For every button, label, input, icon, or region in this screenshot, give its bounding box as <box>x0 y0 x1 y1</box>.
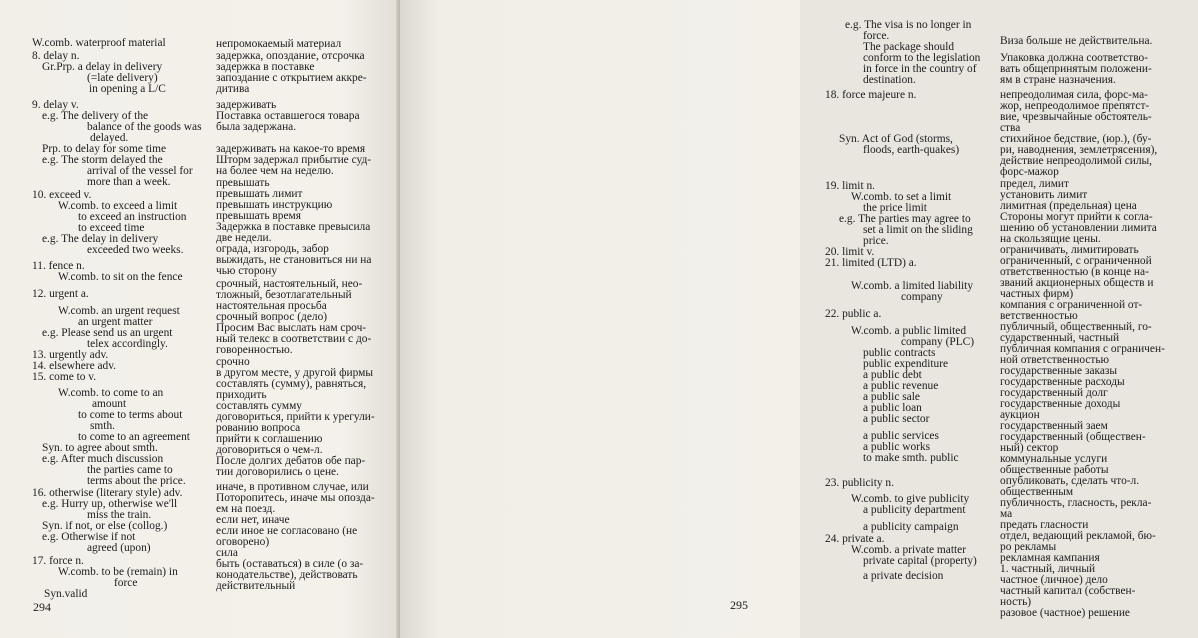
entry-line: e.g. Otherwise if not <box>42 531 136 543</box>
entry-line: W.comb. a limited liability <box>851 280 974 292</box>
entry-line: задерживать на какое-то время <box>216 143 366 155</box>
entry-line: на более чем на неделю. <box>216 165 334 177</box>
entry-line: вие, чрезвычайные обстоятель- <box>1000 111 1152 123</box>
entry-line: destination. <box>863 74 916 86</box>
entry-line: сударственный, частный <box>1000 332 1120 344</box>
entry-line: ства <box>1000 122 1021 134</box>
entry-line: the price limit <box>863 202 927 214</box>
entry-line: опубликовать, сделать что-л. <box>1000 475 1140 487</box>
entry-line: ограничивать, лимитировать <box>1000 244 1139 256</box>
entry-line: говоренностью. <box>216 344 293 356</box>
entry-line: государственный (обществен- <box>1000 431 1146 443</box>
entry-line: force <box>114 577 138 589</box>
entry-line: ро рекламы <box>1000 541 1057 553</box>
entry-line: коммунальные услуги <box>1000 453 1108 465</box>
entry-line: отдел, ведающий рекламой, бю- <box>1000 530 1156 542</box>
entry-line: a public services <box>863 430 939 442</box>
entry-line: задержка в поставке <box>216 61 315 73</box>
entry-line: ной ответственностью <box>1000 354 1110 366</box>
entry-line: две недели. <box>216 232 272 244</box>
entry-line: государственные заказы <box>1000 365 1118 377</box>
entry-line: more than a week. <box>87 176 171 188</box>
entry-line: срочный вопрос (дело) <box>216 311 328 323</box>
entry-line: Стороны могут прийти к согла- <box>1000 211 1153 223</box>
entry-line: тложный, безотлагательный <box>216 289 352 301</box>
entry-line: The package should <box>863 41 955 53</box>
entry-line: amount <box>92 398 127 410</box>
entry-line: 15. come to v. <box>32 371 97 383</box>
entry-line: Упаковка должна соответство- <box>1000 52 1148 64</box>
entry-line: прийти к соглашению <box>216 433 323 445</box>
entry-line: на скользящие цены. <box>1000 233 1101 245</box>
entry-line: ем на поезд. <box>216 503 276 515</box>
entry-line: жор, непреодолимое препятст- <box>1000 100 1150 112</box>
entry-line: установить лимит <box>1000 189 1088 201</box>
entry-line: тии договорились о цене. <box>216 466 339 478</box>
entry-line: превышать время <box>216 210 302 222</box>
entry-line: e.g. Please send us an urgent <box>42 327 173 339</box>
entry-line: превышать лимит <box>216 188 303 200</box>
left-page <box>0 0 400 638</box>
entry-line: e.g. The delivery of the <box>42 110 149 122</box>
entry-line: a publicity campaign <box>863 521 959 533</box>
entry-line: public expenditure <box>863 358 949 370</box>
entry-line: частных фирм) <box>1000 288 1074 300</box>
entry-line: a private decision <box>863 570 944 582</box>
entry-line: предать гласности <box>1000 519 1089 531</box>
entry-line: дитива <box>216 83 250 95</box>
entry-line: непреодолимая сила, форс-ма- <box>1000 89 1148 101</box>
entry-line: государственные расходы <box>1000 376 1125 388</box>
entry-line: задержка, опоздание, отсрочка <box>216 50 365 62</box>
entry-line: действительный <box>216 580 296 592</box>
entry-line: ветственностью <box>1000 310 1078 322</box>
entry-line: общественные работы <box>1000 464 1109 476</box>
entry-line: Syn. to agree about smth. <box>42 442 158 454</box>
entry-line: e.g. After much discussion <box>42 453 164 465</box>
entry-line: telex accordingly. <box>87 338 168 350</box>
entry-line: превышать инструкцию <box>216 199 333 211</box>
entry-line: 19. limit n. <box>825 180 875 192</box>
entry-line: срочно <box>216 356 250 368</box>
entry-line: e.g. The visa is no longer in <box>845 19 972 31</box>
entry-line: 14. elsewhere adv. <box>32 360 117 372</box>
entry-line: in force in the country of <box>863 63 977 75</box>
entry-line: ность) <box>1000 596 1032 608</box>
entry-line: agreed (upon) <box>87 542 151 554</box>
entry-line: оговорено) <box>216 536 270 548</box>
entry-line: company <box>901 291 943 303</box>
entry-line: вать общепринятым положени- <box>1000 63 1152 75</box>
entry-line: a public works <box>863 441 931 453</box>
entry-line: приходить <box>216 389 267 401</box>
entry-line: чью сторону <box>216 265 278 277</box>
entry-line: настоятельная просьба <box>216 300 327 312</box>
entry-line: to exceed time <box>78 222 145 234</box>
entry-line: smth. <box>90 420 116 432</box>
entry-line: запоздание с открытием аккре- <box>216 72 367 84</box>
entry-line: частное (личное) дело <box>1000 574 1108 586</box>
entry-line: конодательстве), действовать <box>216 569 358 581</box>
entry-line: Задержка в поставке превысила <box>216 221 371 233</box>
entry-line: e.g. The parties may agree to <box>839 213 971 225</box>
entry-line: e.g. The storm delayed the <box>42 154 163 166</box>
entry-line: Syn. if not, or else (collog.) <box>42 520 168 532</box>
entry-line: была задержана. <box>216 121 297 133</box>
entry-line: ограда, изгородь, забор <box>216 243 329 255</box>
entry-line: floods, earth-quakes) <box>863 144 960 156</box>
entry-line: общественным <box>1000 486 1074 498</box>
entry-line: разовое (частное) решение <box>1000 607 1130 619</box>
entry-line: delayed. <box>90 132 129 144</box>
entry-line: to come to terms about <box>78 409 183 421</box>
entry-line: 12. urgent a. <box>32 288 89 300</box>
entry-line: a public loan <box>863 402 922 414</box>
entry-line: 21. limited (LTD) a. <box>825 257 917 269</box>
entry-line: a public debt <box>863 369 922 381</box>
entry-line: private capital (property) <box>863 555 977 567</box>
entry-line: 16. otherwise (literary style) adv. <box>32 487 183 499</box>
entry-line: W.comb. to set a limit <box>851 191 952 203</box>
entry-line: 11. fence n. <box>32 260 85 272</box>
entry-line: 22. public a. <box>825 308 882 320</box>
entry-line: аукцион <box>1000 409 1040 421</box>
entry-line: предел, лимит <box>1000 178 1069 190</box>
entry-line: договориться, прийти к урегули- <box>216 411 375 423</box>
entry-line: После долгих дебатов обе пар- <box>216 455 366 467</box>
entry-line: в другом месте, у другой фирмы <box>216 367 373 379</box>
entry-line: company (PLC) <box>901 336 975 348</box>
entry-line: Syn. Act of God (storms, <box>839 133 953 145</box>
entry-line: 10. exceed v. <box>32 189 92 201</box>
entry-line: a public sector <box>863 413 930 425</box>
entry-line: W.comb. to exceed a limit <box>58 200 178 212</box>
entry-line: выжидать, не становиться ни на <box>216 254 372 266</box>
entry-line: W.comb. an urgent request <box>58 305 180 317</box>
entry-line: a public sale <box>863 391 920 403</box>
entry-line: W.comb. a public limited <box>851 325 967 337</box>
entry-line: публичная компания с ограничен- <box>1000 343 1165 355</box>
entry-line: Поторопитесь, иначе мы опозда- <box>216 492 375 504</box>
entry-line: W.comb. to come to an <box>58 387 164 399</box>
entry-line: miss the train. <box>87 509 152 521</box>
entry-line: превышать <box>216 177 270 189</box>
entry-line: действие непреодолимой силы, <box>1000 155 1153 167</box>
entry-line: balance of the goods was <box>87 121 202 133</box>
entry-line: e.g. Hurry up, otherwise we'll <box>42 498 178 510</box>
entry-line: 17. force n. <box>32 555 84 567</box>
entry-line: задерживать <box>216 99 277 111</box>
entry-line: to make smth. public <box>863 452 959 464</box>
entry-line: лимитная (предельная) цена <box>1000 200 1137 212</box>
entry-line: ям в стране назначения. <box>1000 74 1116 86</box>
entry-line: 24. private a. <box>825 533 885 545</box>
entry-line: быть (оставаться) в силе (о за- <box>216 558 364 570</box>
entry-line: составлять (сумму), равняться, <box>216 378 367 390</box>
entry-line: Syn.valid <box>44 588 88 600</box>
entry-line: званий акционерных обществ и <box>1000 277 1154 289</box>
entry-line: непромокаемый материал <box>216 38 342 50</box>
entry-line: set a limit on the sliding <box>863 224 973 236</box>
entry-line: W.comb. to be (remain) in <box>58 566 178 578</box>
entry-line: a public revenue <box>863 380 939 392</box>
entry-line: публичный, общественный, го- <box>1000 321 1152 333</box>
right-page-number: 295 <box>730 598 748 612</box>
entry-line: Просим Вас выслать нам сроч- <box>216 322 367 334</box>
entry-line: компания с ограниченной от- <box>1000 299 1143 311</box>
entry-line: 1. частный, личный <box>1000 563 1096 575</box>
entry-line: Виза больше не действительна. <box>1000 35 1153 47</box>
entry-line: e.g. The delay in delivery <box>42 233 159 245</box>
entry-line: государственный долг <box>1000 387 1108 399</box>
entry-line: составлять сумму <box>216 400 302 412</box>
entry-line: стихийное бедствие, (юр.), (бу- <box>1000 133 1152 145</box>
entry-line: шению об установлении лимита <box>1000 222 1157 234</box>
right-page <box>400 0 1165 638</box>
entry-line: W.comb. to sit on the fence <box>58 271 183 283</box>
entry-line: договориться о чем-л. <box>216 444 323 456</box>
entry-line: conform to the legislation <box>863 52 981 64</box>
entry-line: рекламная кампания <box>1000 552 1100 564</box>
entry-line: срочный, настоятельный, нео- <box>216 278 363 290</box>
entry-line: a publicity department <box>863 504 966 516</box>
entry-line: государственный заем <box>1000 420 1108 432</box>
entry-line: Gr.Prp. a delay in delivery <box>42 61 163 73</box>
entry-line: the parties came to <box>87 464 173 476</box>
entry-line: force. <box>863 30 890 42</box>
entry-line: Prp. to delay for some time <box>42 143 167 155</box>
entry-line: форс-мажор <box>1000 166 1059 178</box>
entry-line: 8. delay n. <box>32 50 80 62</box>
entry-line: 18. force majeure n. <box>825 89 917 101</box>
entry-line: сила <box>216 547 238 559</box>
entry-line: ный) сектор <box>1000 442 1059 454</box>
entry-line: публичность, гласность, рекла- <box>1000 497 1152 509</box>
entry-line: Поставка оставшегося товара <box>216 110 360 122</box>
entry-line: an urgent matter <box>78 316 153 328</box>
entry-line: ограниченный, с ограниченной <box>1000 255 1152 267</box>
entry-line: ответственностью (в конце на- <box>1000 266 1149 278</box>
entry-line: ри, наводнения, землетрясения), <box>1000 144 1158 156</box>
entry-line: ма <box>1000 508 1013 520</box>
entry-line: W.comb. a private matter <box>851 544 967 556</box>
entry-line: 20. limit v. <box>825 246 875 258</box>
entry-line: to exceed an instruction <box>78 211 187 223</box>
entry-line: (=late delivery) <box>87 72 158 84</box>
entry-line: ный телекс в соответствии с до- <box>216 333 372 345</box>
entry-line: W.comb. to give publicity <box>851 493 970 505</box>
entry-line: in opening a L/C <box>89 83 166 95</box>
entry-line: exceeded two weeks. <box>87 244 184 256</box>
entry-line: частный капитал (собствен- <box>1000 585 1136 597</box>
entry-line: 9. delay v. <box>32 99 79 111</box>
entry-line: иначе, в противном случае, или <box>216 481 369 493</box>
left-page-number: 294 <box>33 600 51 614</box>
entry-line: price. <box>863 235 889 247</box>
entry-line: если иное не согласовано (не <box>216 525 358 537</box>
entry-line: arrival of the vessel for <box>87 165 193 177</box>
entry-line: рованию вопроса <box>216 422 301 434</box>
entry-line: public contracts <box>863 347 936 359</box>
entry-line: 23. publicity n. <box>825 477 894 489</box>
entry-line: to come to an agreement <box>78 431 190 443</box>
entry-line: если нет, иначе <box>216 514 290 526</box>
entry-line: государственные доходы <box>1000 398 1121 410</box>
entry-line: Шторм задержал прибытие суд- <box>216 154 372 166</box>
entry-line: W.comb. waterproof material <box>32 37 166 49</box>
entry-line: 13. urgently adv. <box>32 349 109 361</box>
entry-line: terms about the price. <box>87 475 186 487</box>
